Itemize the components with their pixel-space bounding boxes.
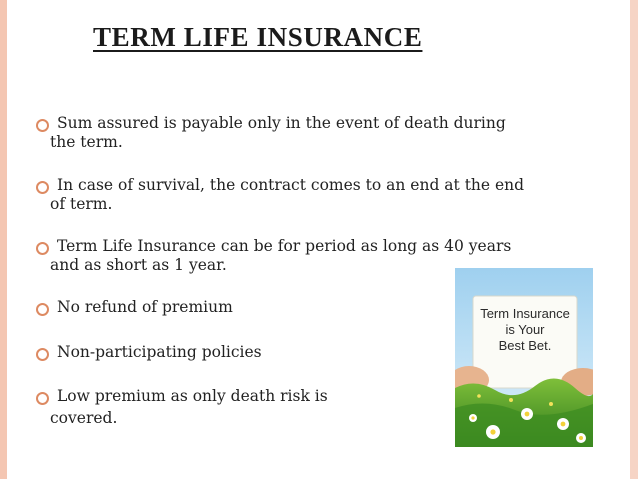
card-line: is Your bbox=[505, 322, 545, 337]
bullet-text-continued: the term. bbox=[50, 133, 123, 151]
bullet-text: Term Life Insurance can be for period as long as 40 years bbox=[57, 237, 512, 255]
card-caption bbox=[479, 306, 571, 354]
right-decorative-rule bbox=[630, 0, 638, 479]
card-line: Best Bet. bbox=[498, 338, 552, 353]
bullet-text: Sum assured is payable only in the event of death during bbox=[57, 114, 506, 132]
bullet-text: No refund of premium bbox=[57, 298, 233, 316]
bullet-icon bbox=[36, 348, 49, 361]
term-insurance-photo bbox=[455, 268, 593, 447]
slide-title: TERM LIFE INSURANCE bbox=[93, 22, 423, 52]
bullet-text: Low premium as only death risk is bbox=[57, 387, 328, 405]
left-decorative-rule bbox=[0, 0, 7, 479]
bullet-text-continued: covered. bbox=[50, 409, 118, 427]
bullet-icon bbox=[36, 392, 49, 405]
bullet-text-continued: and as short as 1 year. bbox=[50, 256, 227, 274]
bullet-icon bbox=[36, 242, 49, 255]
photo-illustration bbox=[455, 268, 593, 447]
bullet-text-continued: of term. bbox=[50, 195, 113, 213]
bullet-text: In case of survival, the contract comes to an end at the end bbox=[57, 176, 525, 194]
card-line: Term Insurance bbox=[480, 306, 570, 321]
bullet-text: Non-participating policies bbox=[57, 343, 262, 361]
bullet-icon bbox=[36, 119, 49, 132]
bullet-icon bbox=[36, 181, 49, 194]
bullet-icon bbox=[36, 303, 49, 316]
